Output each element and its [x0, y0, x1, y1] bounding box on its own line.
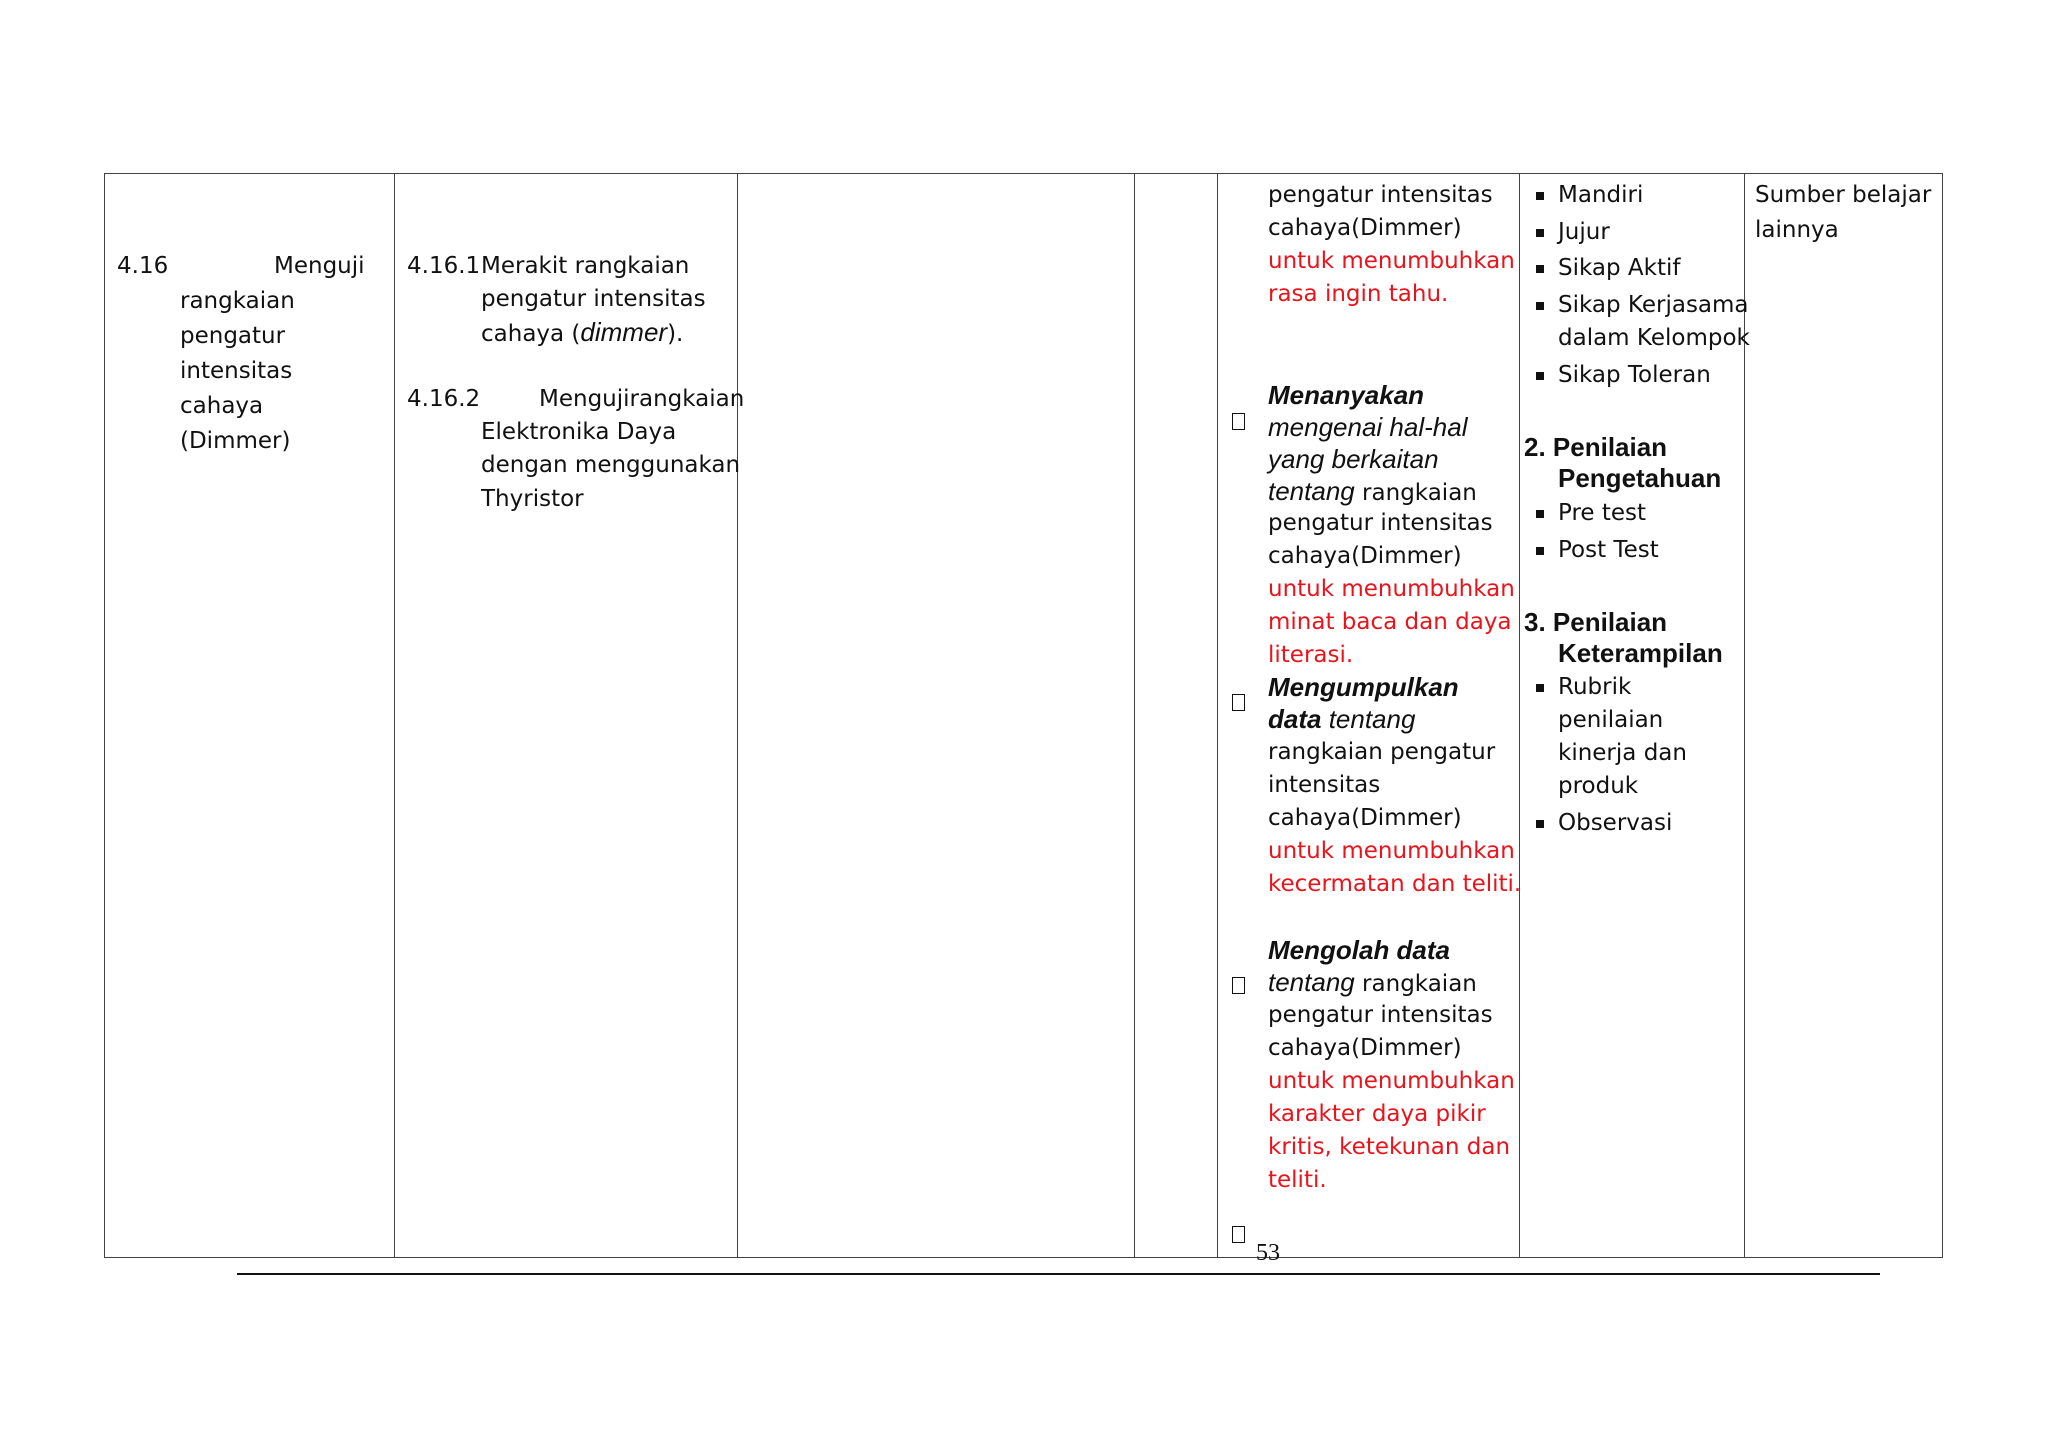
activity-text-italic: mengenai hal-hal: [1268, 412, 1468, 442]
indicator-text: Elektronika Daya: [481, 419, 677, 445]
activity-character-note: teliti.: [1268, 1167, 1327, 1193]
assessment-heading: 3. Penilaian: [1524, 607, 1668, 637]
activity-heading: Mengolah data: [1268, 935, 1451, 965]
activity-text: cahaya(Dimmer): [1268, 1035, 1462, 1061]
activity-text-bold: data: [1268, 704, 1322, 734]
activity-text: intensitas: [1268, 772, 1381, 798]
activity-text: cahaya(Dimmer): [1268, 805, 1462, 831]
assessment-item: Jujur: [1558, 219, 1610, 245]
activity-text: cahaya(Dimmer): [1268, 215, 1462, 241]
bullet-icon: [1536, 547, 1544, 555]
assessment-item: Mandiri: [1558, 182, 1644, 208]
bullet-icon: [1536, 820, 1544, 828]
competency-line: intensitas: [180, 358, 293, 384]
bullet-icon: [1536, 192, 1544, 200]
assessment-item: Sikap Aktif: [1558, 255, 1681, 281]
assessment-item: Observasi: [1558, 810, 1673, 836]
indicator-text-part: cahaya (: [481, 321, 581, 347]
activity-text: rangkaian pengatur: [1268, 739, 1496, 765]
indicator-text: Mengujirangkaian: [539, 386, 745, 412]
checkbox-icon: [1232, 977, 1245, 994]
resource-text: lainnya: [1755, 217, 1839, 243]
assessment-heading: Keterampilan: [1558, 638, 1723, 668]
indicator-text-italic: dimmer: [580, 317, 668, 347]
assessment-item: produk: [1558, 773, 1639, 799]
activity-text: [1268, 703, 1415, 738]
column-divider: [1217, 173, 1218, 1258]
assessment-heading: Pengetahuan: [1558, 463, 1722, 493]
assessment-item: penilaian: [1558, 707, 1664, 733]
competency-line: cahaya: [180, 393, 264, 419]
column-divider: [394, 173, 395, 1258]
activity-character-note: karakter daya pikir: [1268, 1101, 1486, 1127]
assessment-item: Pre test: [1558, 500, 1647, 526]
activity-character-note: kritis, ketekunan dan: [1268, 1134, 1511, 1160]
activity-character-note: minat baca dan daya: [1268, 609, 1512, 635]
activity-character-note: rasa ingin tahu.: [1268, 281, 1449, 307]
bullet-icon: [1536, 372, 1544, 380]
resource-text: Sumber belajar: [1755, 182, 1932, 208]
column-divider: [737, 173, 738, 1258]
activity-text: pengatur intensitas: [1268, 182, 1493, 208]
assessment-item: dalam Kelompok: [1558, 325, 1750, 351]
indicator-number: 4.16.2: [407, 386, 481, 412]
competency-line: (Dimmer): [180, 428, 291, 454]
activity-text-italic: yang berkaitan: [1268, 444, 1439, 474]
activity-character-note: untuk menumbuhkan: [1268, 838, 1515, 864]
bullet-icon: [1536, 684, 1544, 692]
indicator-text-part: ).: [667, 321, 684, 347]
activity-text: cahaya(Dimmer): [1268, 543, 1462, 569]
activity-character-note: untuk menumbuhkan: [1268, 1068, 1515, 1094]
indicator-text: Thyristor: [481, 486, 584, 512]
assessment-item: Post Test: [1558, 537, 1659, 563]
activity-heading: Menanyakan: [1268, 380, 1425, 410]
activity-character-note: untuk menumbuhkan: [1268, 576, 1515, 602]
competency-line: rangkaian: [180, 288, 295, 314]
activity-character-note: untuk menumbuhkan: [1268, 248, 1515, 274]
checkbox-icon: [1232, 413, 1245, 430]
activity-text: pengatur intensitas: [1268, 1002, 1493, 1028]
indicator-text: Merakit rangkaian: [481, 253, 690, 279]
competency-line: pengatur: [180, 323, 286, 349]
bullet-icon: [1536, 302, 1544, 310]
table-bottom-border: [104, 1257, 1943, 1258]
assessment-item: Sikap Toleran: [1558, 362, 1711, 388]
checkbox-icon: [1232, 1226, 1245, 1243]
bullet-icon: [1536, 229, 1544, 237]
assessment-item: kinerja dan: [1558, 740, 1687, 766]
assessment-item: Rubrik: [1558, 674, 1632, 700]
activity-text-italic: tentang: [1321, 704, 1416, 734]
column-divider: [1519, 173, 1520, 1258]
assessment-item: Sikap Kerjasama: [1558, 292, 1749, 318]
assessment-heading: 2. Penilaian: [1524, 432, 1668, 462]
activity-character-note: literasi.: [1268, 642, 1354, 668]
page-number: 53: [1256, 1240, 1280, 1266]
indicator-text: pengatur intensitas: [481, 286, 706, 312]
activity-text-part: rangkaian: [1354, 971, 1477, 997]
indicator-text: [481, 316, 683, 351]
bullet-icon: [1536, 265, 1544, 273]
competency-word: Menguji: [274, 253, 365, 279]
activity-character-note: kecermatan dan teliti.: [1268, 871, 1522, 897]
activity-text: [1268, 966, 1477, 1001]
table-top-border: [104, 173, 1943, 174]
indicator-number: 4.16.1: [407, 253, 481, 279]
competency-number: 4.16: [117, 253, 169, 279]
table-border-left: [104, 173, 105, 1258]
activity-text-italic: tentang: [1268, 476, 1355, 506]
table-border-right: [1942, 173, 1943, 1258]
column-divider: [1134, 173, 1135, 1258]
activity-text-italic: tentang: [1268, 967, 1355, 997]
activity-text: pengatur intensitas: [1268, 510, 1493, 536]
footer-rule: [237, 1273, 1880, 1275]
checkbox-icon: [1232, 694, 1245, 711]
activity-text: [1268, 475, 1477, 510]
activity-text-part: rangkaian: [1354, 480, 1477, 506]
bullet-icon: [1536, 510, 1544, 518]
activity-heading: Mengumpulkan: [1268, 672, 1459, 702]
indicator-text: dengan menggunakan: [481, 452, 741, 478]
